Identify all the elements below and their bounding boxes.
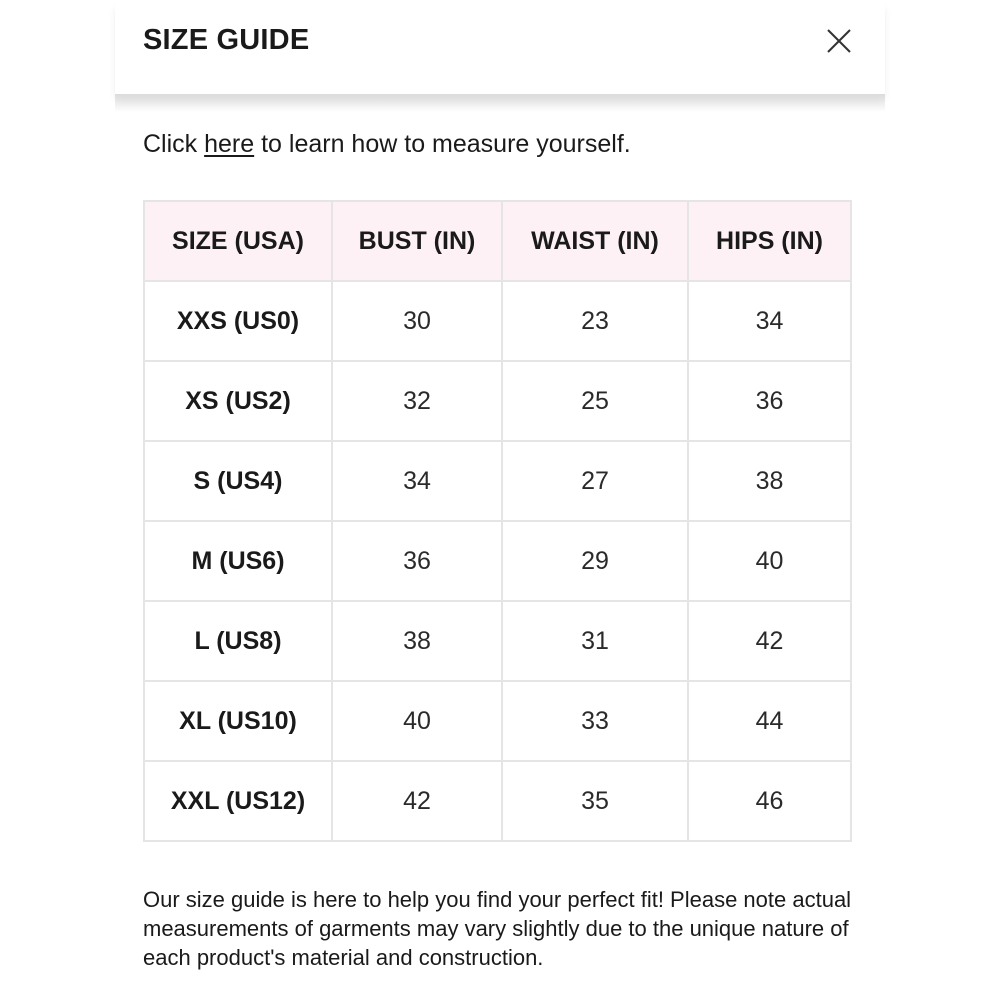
hips-cell: 40 — [688, 521, 851, 601]
size-cell: S (US4) — [144, 441, 332, 521]
close-icon — [826, 28, 852, 54]
measure-instructions — [143, 130, 631, 159]
table-row — [144, 681, 851, 761]
size-cell: L (US8) — [144, 601, 332, 681]
size-guide-disclaimer: Our size guide is here to help you find your perfect fit! Please note actual measurements of garments may vary slightly due to the unique nature of each product's material and construction. — [143, 887, 852, 970]
size-cell: XL (US10) — [144, 681, 332, 761]
waist-cell: 31 — [502, 601, 688, 681]
size-cell: XXL (US12) — [144, 761, 332, 841]
table-row — [144, 281, 851, 361]
waist-cell: 23 — [502, 281, 688, 361]
bust-cell: 34 — [332, 441, 502, 521]
waist-cell: 25 — [502, 361, 688, 441]
header-size: SIZE (USA) — [144, 201, 332, 281]
waist-cell: 27 — [502, 441, 688, 521]
table-row — [144, 601, 851, 681]
header-hips: HIPS (IN) — [688, 201, 851, 281]
table-header-row — [144, 201, 851, 281]
hips-cell: 42 — [688, 601, 851, 681]
header-waist: WAIST (IN) — [502, 201, 688, 281]
table-row — [144, 361, 851, 441]
modal-header — [115, 0, 885, 95]
close-button[interactable] — [820, 22, 858, 60]
waist-cell: 29 — [502, 521, 688, 601]
hips-cell: 44 — [688, 681, 851, 761]
size-cell: M (US6) — [144, 521, 332, 601]
header-bust: BUST (IN) — [332, 201, 502, 281]
intro-prefix: Click — [143, 130, 205, 158]
hips-cell: 34 — [688, 281, 851, 361]
bust-cell: 36 — [332, 521, 502, 601]
size-cell: XS (US2) — [144, 361, 332, 441]
bust-cell: 40 — [332, 681, 502, 761]
size-table — [143, 200, 852, 842]
waist-cell: 35 — [502, 761, 688, 841]
bust-cell: 42 — [332, 761, 502, 841]
table-row — [144, 441, 851, 521]
waist-cell: 33 — [502, 681, 688, 761]
intro-suffix: to learn how to measure yourself. — [254, 130, 631, 158]
table-row — [144, 761, 851, 841]
measure-link[interactable]: here — [204, 130, 255, 158]
bust-cell: 38 — [332, 601, 502, 681]
hips-cell: 36 — [688, 361, 851, 441]
bust-cell: 32 — [332, 361, 502, 441]
bust-cell: 30 — [332, 281, 502, 361]
size-cell: XXS (US0) — [144, 281, 332, 361]
header-shadow — [115, 94, 885, 112]
modal-title: SIZE GUIDE — [143, 24, 310, 56]
hips-cell: 46 — [688, 761, 851, 841]
hips-cell: 38 — [688, 441, 851, 521]
table-row — [144, 521, 851, 601]
